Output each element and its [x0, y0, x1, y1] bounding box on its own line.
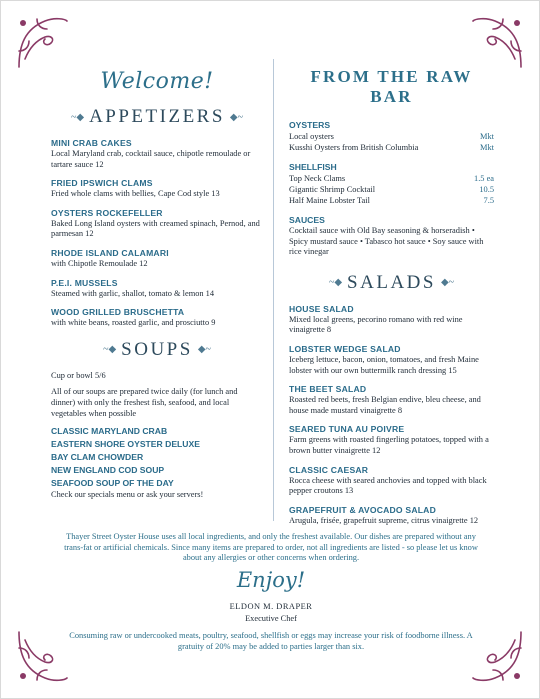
price-row	[289, 195, 494, 206]
price-row	[289, 142, 494, 153]
row-price: 10.5	[479, 185, 494, 194]
soups-heading	[51, 339, 263, 361]
column-divider	[273, 59, 274, 521]
soup-name: SEAFOOD SOUP OF THE DAY	[51, 478, 174, 489]
item-description: Rocca cheese with seared anchovies and topped with black pepper croutons 13	[289, 475, 487, 496]
sauces-heading: SAUCES	[289, 215, 325, 225]
left-column	[51, 67, 263, 501]
flourish-icon: ◆~	[229, 111, 244, 123]
welcome-heading: Welcome!	[100, 69, 214, 94]
item-name: GRAPEFRUIT & AVOCADO SALAD	[289, 504, 436, 515]
soup-name: BAY CLAM CHOWDER	[51, 452, 144, 463]
soup-name: EASTERN SHORE OYSTER DELUXE	[51, 439, 200, 450]
row-price: Mkt	[480, 132, 494, 141]
row-price: 7.5	[483, 196, 494, 205]
menu-item	[289, 505, 494, 527]
shellfish-heading: SHELLFISH	[289, 162, 337, 172]
flourish-icon: ◆~	[440, 277, 455, 289]
oysters-section	[289, 119, 494, 153]
row-price: 1.5 ea	[474, 174, 494, 183]
menu-item	[51, 307, 263, 329]
enjoy-heading: Enjoy!	[236, 568, 306, 592]
item-name: CLASSIC CAESAR	[289, 464, 369, 475]
appetizers-title: APPETIZERS	[89, 106, 225, 127]
soups-title: SOUPS	[121, 338, 193, 360]
flourish-icon: ~◆	[70, 111, 85, 123]
item-name: FRIED IPSWICH CLAMS	[51, 178, 153, 189]
item-description: Farm greens with roasted fingerling potatoes, topped with a brown butter vinaigrette 12	[289, 435, 489, 455]
item-description: Mixed local greens, pecorino romano with red wine vinaigrette 8	[289, 314, 463, 335]
sauces-section	[289, 214, 494, 258]
row-name: Half Maine Lobster Tail	[289, 196, 370, 205]
soup-special-note: Check our specials menu or ask your servers!	[51, 490, 204, 500]
flourish-icon: ◆~	[197, 344, 211, 356]
soup-name: NEW ENGLAND COD SOUP	[51, 465, 165, 476]
item-description: Baked Long Island oysters with creamed spinach, Pernod, and parmesan 12	[51, 218, 260, 239]
row-name: Gigantic Shrimp Cocktail	[289, 185, 376, 194]
item-description: Arugula, frisée, grapefruit supreme, citrus vinaigrette 12	[289, 515, 479, 525]
item-name: MINI CRAB CAKES	[51, 138, 132, 148]
soup-intro-text: All of our soups are prepared twice daily (for lunch and dinner) with only the freshest fish, seafood, and local vegetables when possible	[51, 387, 238, 418]
flourish-icon: ~◆	[328, 277, 343, 289]
corner-ornament-icon	[469, 15, 525, 71]
item-description: Iceberg lettuce, bacon, onion, tomatoes, and fresh Maine lobster with our own buttermilk ranch dressing 15	[289, 354, 479, 375]
row-name: Top Neck Clams	[289, 174, 346, 183]
soup-name: CLASSIC MARYLAND CRAB	[51, 426, 168, 437]
health-warning: Consuming raw or undercooked meats, poultry, seafood, shellfish or eggs may increase your risk of foodborne illness. A gratuity of 20% may be added to parties larger than six.	[69, 631, 473, 651]
corner-ornament-icon	[15, 15, 71, 71]
item-name: HOUSE SALAD	[289, 303, 354, 314]
soup-price-line: Cup or bowl 5/6	[51, 370, 106, 380]
shellfish-section	[289, 161, 494, 206]
chef-name: ELDON M. DRAPER	[229, 602, 313, 611]
menu-item	[289, 424, 494, 456]
menu-item	[289, 344, 494, 376]
ingredients-note: Thayer Street Oyster House uses all local ingredients, and only the freshest available. Our dishes are prepared without any trans-fat or artificial chemicals. Since many items are prepared to order, not all ingredients are listed - so please let us know about any allergies or other concerns when ordering.	[64, 532, 478, 563]
menu-item	[51, 208, 263, 240]
menu-item	[51, 278, 263, 300]
item-description: Roasted red beets, fresh Belgian endive, bleu cheese, and house made mustard vinaigrette 8	[289, 395, 481, 415]
menu-item	[289, 465, 494, 497]
salads-heading	[289, 272, 494, 294]
item-name: OYSTERS ROCKEFELLER	[51, 207, 163, 218]
item-description: with Chipotle Remoulade 12	[51, 258, 148, 268]
oysters-heading: OYSTERS	[289, 120, 331, 130]
menu-item	[51, 138, 263, 170]
row-name: Local oysters	[289, 132, 334, 141]
right-column	[289, 67, 494, 534]
flourish-icon: ~◆	[103, 344, 117, 356]
appetizers-heading	[51, 106, 263, 128]
item-name: RHODE ISLAND CALAMARI	[51, 247, 169, 258]
chef-title: Executive Chef	[245, 614, 297, 623]
item-name: LOBSTER WEDGE SALAD	[289, 343, 401, 354]
item-name: SEARED TUNA AU POIVRE	[289, 424, 405, 435]
raw-bar-heading: FROM THE RAW BAR	[310, 67, 473, 106]
price-row	[289, 184, 494, 195]
menu-item	[289, 384, 494, 416]
menu-item	[289, 304, 494, 336]
item-description: Local Maryland crab, cocktail sauce, chipotle remoulade or tartare sauce 12	[51, 149, 251, 169]
price-row	[289, 131, 494, 142]
item-name: WOOD GRILLED BRUSCHETTA	[51, 307, 185, 318]
menu-item	[51, 248, 263, 270]
item-name: THE BEET SALAD	[289, 384, 367, 395]
salads-title: SALADS	[347, 271, 436, 293]
sauces-description: Cocktail sauce with Old Bay seasoning & horseradish • Spicy mustard sauce • Tabasco hot sauce • Soy sauce with rice vinegar	[289, 226, 484, 257]
menu-item	[51, 178, 263, 200]
item-description: Fried whole clams with bellies, Cape Cod style 13	[51, 189, 220, 199]
item-description: with white beans, roasted garlic, and prosciutto 9	[51, 318, 216, 328]
row-price: Mkt	[480, 143, 494, 152]
price-row	[289, 173, 494, 184]
item-name: P.E.I. MUSSELS	[51, 277, 118, 288]
item-description: Steamed with garlic, shallot, tomato & lemon 14	[51, 288, 215, 298]
row-name: Kusshi Oysters from British Columbia	[289, 143, 419, 152]
